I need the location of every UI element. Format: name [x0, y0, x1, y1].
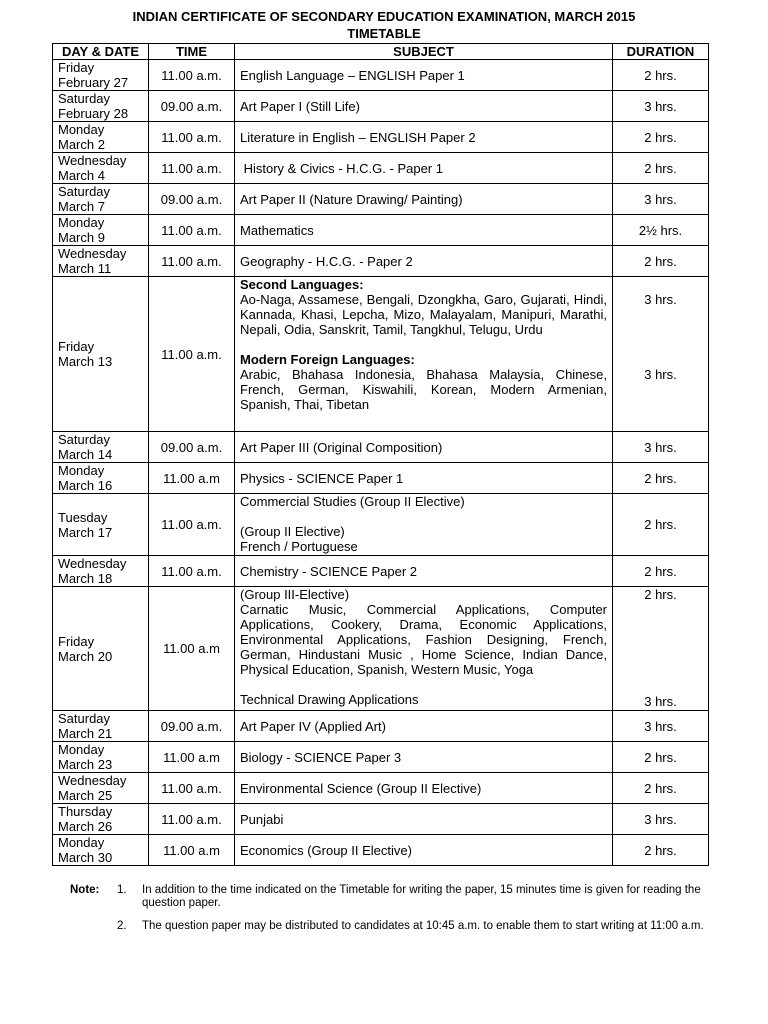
table-row: [53, 556, 709, 587]
subject-cell: Mathematics: [235, 215, 613, 246]
date-label: March 20: [58, 648, 113, 664]
date-label: March 13: [58, 354, 113, 369]
day-label: Saturday: [58, 184, 111, 199]
table-row: [53, 742, 709, 773]
time-cell: 11.00 a.m: [149, 587, 235, 711]
duration-cell: 3 hrs.: [613, 91, 709, 122]
duration-cell: [613, 277, 709, 432]
date-label: March 2: [58, 137, 105, 152]
subject-line: Commercial Studies (Group II Elective): [240, 494, 465, 509]
day-date-cell: [53, 556, 149, 587]
day-label: Thursday: [58, 804, 113, 819]
day-label: Tuesday: [58, 509, 108, 525]
time-cell: 11.00 a.m.: [149, 804, 235, 835]
duration-cell: 3 hrs.: [613, 432, 709, 463]
day-date-cell: [53, 432, 149, 463]
table-row: [53, 804, 709, 835]
subject-line: (Group II Elective): [240, 524, 345, 539]
table-row: [53, 122, 709, 153]
subject-cell: Art Paper II (Nature Drawing/ Painting): [235, 184, 613, 215]
time-cell: 09.00 a.m.: [149, 91, 235, 122]
language-list: Arabic, Bhahasa Indonesia, Bhahasa Malaysia, Chinese, French, German, Kiswahili, Korean, Modern Armenian, Spanish, Thai, Tibetan: [240, 367, 607, 412]
day-label: Wednesday: [58, 773, 127, 788]
date-label: February 28: [58, 106, 129, 121]
time-cell: 11.00 a.m.: [149, 122, 235, 153]
day-date-cell: [53, 184, 149, 215]
date-label: March 23: [58, 757, 113, 772]
time-cell: 11.00 a.m: [149, 463, 235, 494]
subject-cell: [235, 587, 613, 711]
day-date-cell: [53, 277, 149, 432]
subject-cell: Physics - SCIENCE Paper 1: [235, 463, 613, 494]
note-text: The question paper may be distributed to candidates at 10:45 a.m. to enable them to start writing at 11:00 a.m.: [142, 920, 704, 932]
day-date-cell: [53, 60, 149, 91]
time-cell: 11.00 a.m: [149, 742, 235, 773]
table-row: [53, 494, 709, 556]
subject-cell: English Language – ENGLISH Paper 1: [235, 60, 613, 91]
day-date-cell: [53, 773, 149, 804]
subject-cell: Environmental Science (Group II Elective): [235, 773, 613, 804]
table-row: [53, 91, 709, 122]
table-row: [53, 432, 709, 463]
elective-list: Carnatic Music, Commercial Applications, Computer Applications, Cookery, Drama, Economic Applications, Environmental Applications, Fashion Designing, French, German, Hindustani Music , Home Science, Indian Dance, Physical Education, Spanish, Western Music, Yoga: [240, 602, 607, 677]
column-header: DAY & DATE: [53, 44, 149, 60]
subject-cell: Geography - H.C.G. - Paper 2: [235, 246, 613, 277]
date-label: March 16: [58, 478, 113, 493]
date-label: March 9: [58, 230, 105, 245]
subject-cell: Economics (Group II Elective): [235, 835, 613, 866]
date-label: March 21: [58, 726, 113, 741]
subject-cell: Punjabi: [235, 804, 613, 835]
time-cell: 11.00 a.m.: [149, 246, 235, 277]
duration-cell: 2 hrs.: [613, 556, 709, 587]
table-row: [53, 60, 709, 91]
table-row: [53, 215, 709, 246]
time-cell: 11.00 a.m.: [149, 215, 235, 246]
duration-cell: 2 hrs.: [613, 494, 709, 556]
day-label: Saturday: [58, 91, 111, 106]
duration-value: 3 hrs.: [644, 367, 677, 382]
day-date-cell: [53, 215, 149, 246]
time-cell: 11.00 a.m.: [149, 556, 235, 587]
table-row: [53, 184, 709, 215]
time-cell: 11.00 a.m.: [149, 153, 235, 184]
day-label: Wednesday: [58, 246, 127, 261]
table-row: [53, 773, 709, 804]
day-label: Wednesday: [58, 556, 127, 571]
duration-cell: 2 hrs.: [613, 773, 709, 804]
date-label: March 14: [58, 447, 113, 462]
date-label: March 7: [58, 199, 105, 214]
table-row: [53, 711, 709, 742]
date-label: March 17: [58, 524, 113, 540]
subject-cell: Chemistry - SCIENCE Paper 2: [235, 556, 613, 587]
day-date-cell: [53, 91, 149, 122]
day-date-cell: [53, 804, 149, 835]
day-date-cell: [53, 494, 149, 556]
notes-section: [70, 884, 710, 943]
date-label: March 26: [58, 819, 113, 834]
duration-cell: 3 hrs.: [613, 804, 709, 835]
subject-cell: [235, 494, 613, 556]
time-cell: 09.00 a.m.: [149, 432, 235, 463]
note-item: [70, 920, 710, 933]
subject-cell: Art Paper I (Still Life): [235, 91, 613, 122]
time-cell: 09.00 a.m.: [149, 711, 235, 742]
day-date-cell: [53, 711, 149, 742]
timetable: [52, 43, 709, 866]
section-heading: Second Languages:: [240, 277, 364, 292]
time-cell: 11.00 a.m.: [149, 773, 235, 804]
day-label: Monday: [58, 463, 105, 478]
duration-cell: 2 hrs.: [613, 60, 709, 91]
table-row: [53, 246, 709, 277]
date-label: March 30: [58, 850, 113, 865]
duration-cell: 3 hrs.: [613, 711, 709, 742]
note-number: 1.: [117, 884, 127, 896]
note-item: [70, 884, 710, 910]
language-list: Ao-Naga, Assamese, Bengali, Dzongkha, Garo, Gujarati, Hindi, Kannada, Khasi, Lepcha, Mizo, Malayalam, Manipuri, Marathi, Nepali, Odia, Sanskrit, Tamil, Tangkhul, Telugu, Urdu: [240, 292, 607, 337]
duration-cell: 2 hrs.: [613, 122, 709, 153]
day-label: Friday: [58, 60, 95, 75]
day-label: Monday: [58, 835, 105, 850]
date-label: March 11: [58, 261, 112, 276]
day-date-cell: [53, 122, 149, 153]
subject-cell: [235, 277, 613, 432]
section-heading: Modern Foreign Languages:: [240, 352, 415, 367]
day-label: Monday: [58, 742, 105, 757]
table-row: [53, 277, 709, 432]
day-label: Saturday: [58, 711, 111, 726]
subject-line: French / Portuguese: [240, 539, 358, 554]
day-date-cell: [53, 246, 149, 277]
subject-cell: History & Civics - H.C.G. - Paper 1: [235, 153, 613, 184]
column-header: SUBJECT: [235, 44, 613, 60]
note-text: In addition to the time indicated on the Timetable for writing the paper, 15 minutes time is given for reading the question paper.: [142, 884, 701, 909]
note-number: 2.: [117, 920, 127, 932]
duration-value: 3 hrs.: [644, 292, 677, 307]
table-row: [53, 153, 709, 184]
day-label: Wednesday: [58, 153, 127, 168]
time-cell: 09.00 a.m.: [149, 184, 235, 215]
subject-cell: Art Paper IV (Applied Art): [235, 711, 613, 742]
note-label: Note:: [70, 884, 100, 896]
duration-value: 3 hrs.: [644, 694, 677, 709]
table-row: [53, 587, 709, 711]
time-cell: 11.00 a.m.: [149, 60, 235, 91]
subject-line: (Group III-Elective): [240, 587, 350, 602]
day-label: Saturday: [58, 432, 111, 447]
duration-cell: 2 hrs.: [613, 742, 709, 773]
day-label: Friday: [58, 339, 95, 354]
column-header: DURATION: [613, 44, 709, 60]
table-row: [53, 835, 709, 866]
date-label: February 27: [58, 75, 129, 90]
subject-cell: Literature in English – ENGLISH Paper 2: [235, 122, 613, 153]
duration-cell: 2 hrs.: [613, 463, 709, 494]
column-header: TIME: [149, 44, 235, 60]
duration-cell: [613, 587, 709, 711]
time-cell: 11.00 a.m.: [149, 494, 235, 556]
day-label: Monday: [58, 122, 105, 137]
date-label: March 4: [58, 168, 105, 183]
duration-cell: 2 hrs.: [613, 153, 709, 184]
subject-cell: Biology - SCIENCE Paper 3: [235, 742, 613, 773]
duration-cell: 2½ hrs.: [613, 215, 709, 246]
table-header-row: [53, 44, 709, 60]
time-cell: 11.00 a.m: [149, 835, 235, 866]
subject-line: Technical Drawing Applications: [240, 692, 419, 707]
day-label: Monday: [58, 215, 105, 230]
duration-cell: 2 hrs.: [613, 835, 709, 866]
subject-cell: Art Paper III (Original Composition): [235, 432, 613, 463]
day-date-cell: [53, 463, 149, 494]
table-row: [53, 463, 709, 494]
page-title: INDIAN CERTIFICATE OF SECONDARY EDUCATION EXAMINATION, MARCH 2015: [132, 9, 636, 24]
day-date-cell: [53, 153, 149, 184]
date-label: March 25: [58, 788, 113, 803]
day-date-cell: [53, 835, 149, 866]
duration-cell: 3 hrs.: [613, 184, 709, 215]
duration-value: 2 hrs.: [644, 587, 677, 602]
time-cell: 11.00 a.m.: [149, 277, 235, 432]
day-date-cell: [53, 742, 149, 773]
page-subtitle: TIMETABLE: [347, 26, 421, 41]
day-label: Friday: [58, 633, 95, 649]
day-date-cell: [53, 587, 149, 711]
date-label: March 18: [58, 571, 113, 586]
duration-cell: 2 hrs.: [613, 246, 709, 277]
